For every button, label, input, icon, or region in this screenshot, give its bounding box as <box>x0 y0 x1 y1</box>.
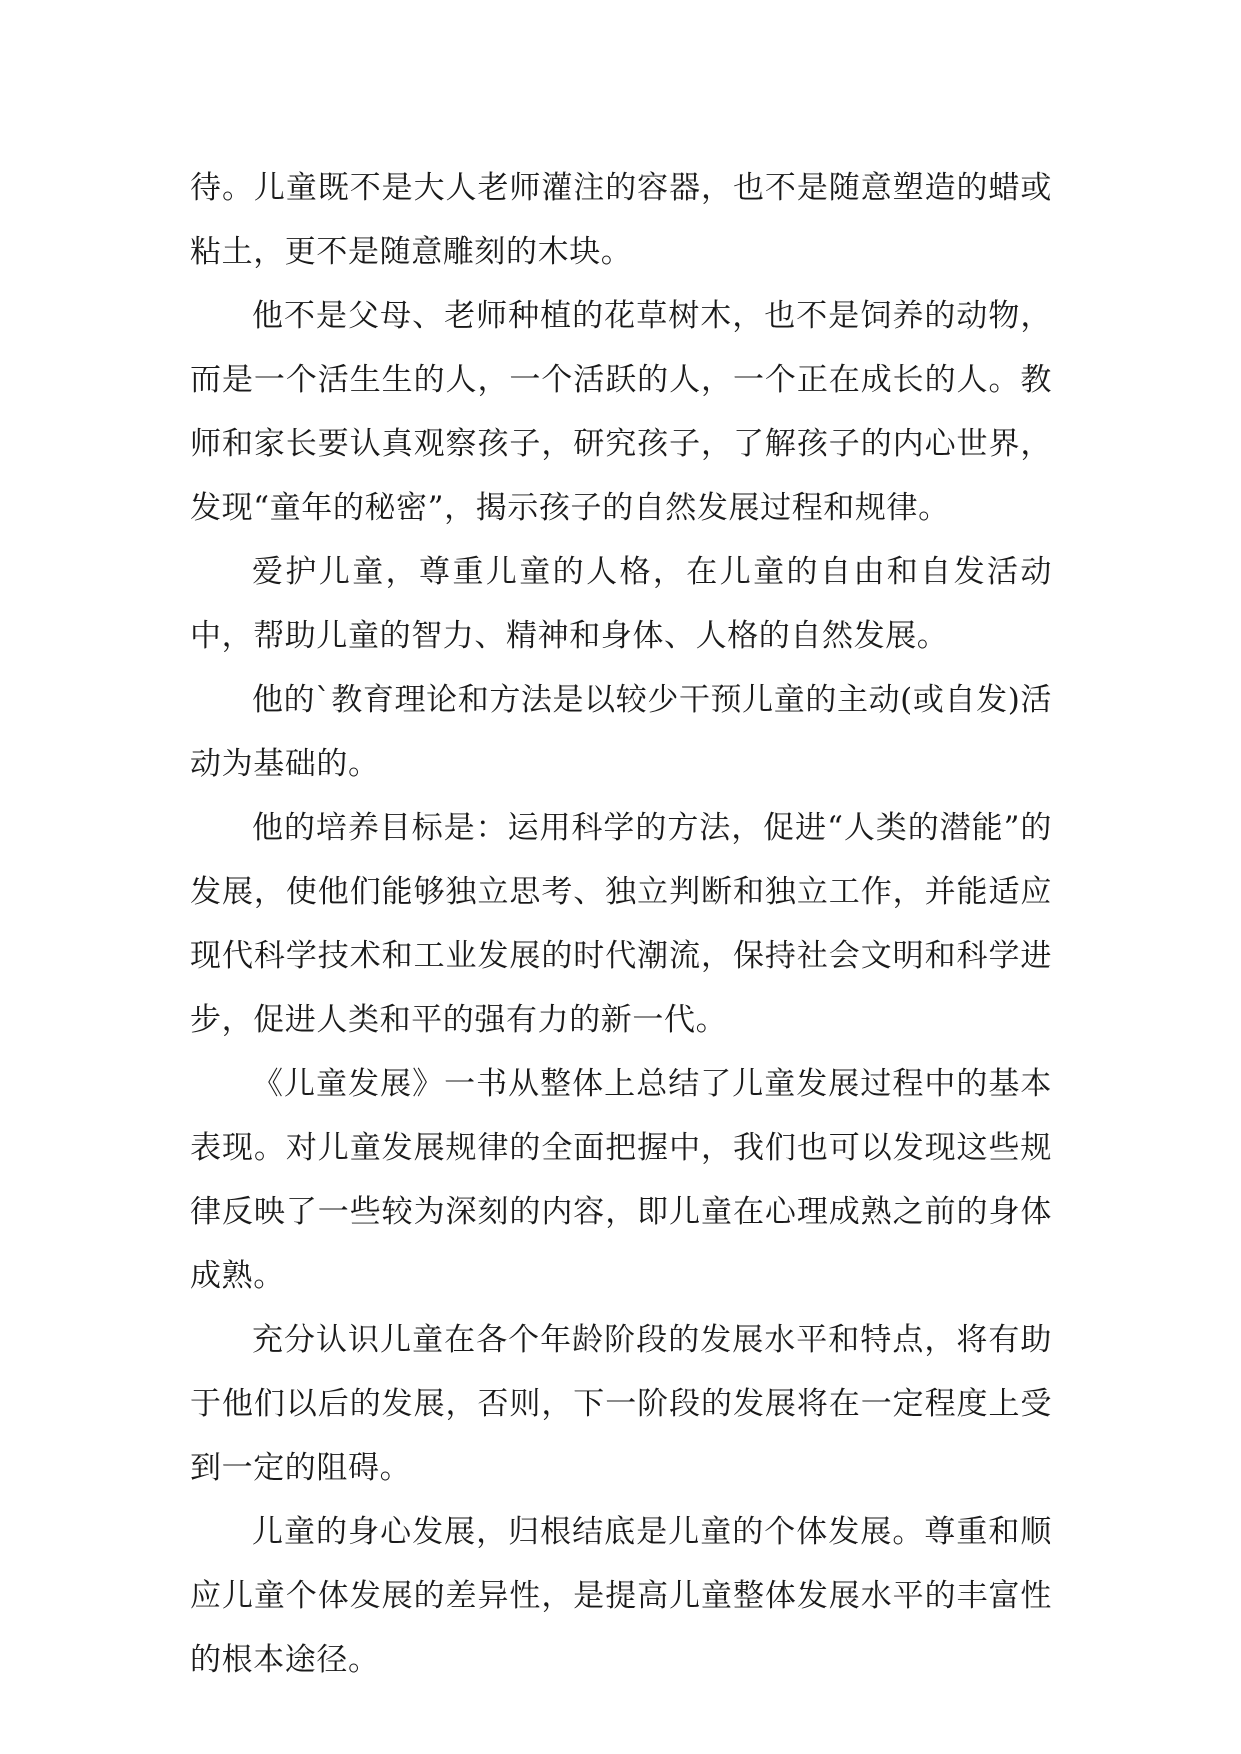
paragraph-5: 他的培养目标是：运用科学的方法，促进“人类的潜能”的发展，使他们能够独立思考、独立判断和独立工作，并能适应现代科学技术和工业发展的时代潮流，保持社会文明和科学进步，促进人类和平的强有力的新一代。 <box>190 810 1052 1038</box>
paragraph-8: 儿童的身心发展，归根结底是儿童的个体发展。尊重和顺应儿童个体发展的差异性，是提高儿童整体发展水平的丰富性的根本途径。 <box>190 1514 1052 1678</box>
paragraph-3: 爱护儿童，尊重儿童的人格，在儿童的自由和自发活动中，帮助儿童的智力、精神和身体、人格的自然发展。 <box>190 554 1052 654</box>
paragraph-2: 他不是父母、老师种植的花草树木，也不是饲养的动物，而是一个活生生的人，一个活跃的人，一个正在成长的人。教师和家长要认真观察孩子，研究孩子，了解孩子的内心世界，发现“童年的秘密”，揭示孩子的自然发展过程和规律。 <box>190 298 1052 526</box>
paragraph-4: 他的`教育理论和方法是以较少干预儿童的主动(或自发)活动为基础的。 <box>190 682 1052 782</box>
paragraph-1: 待。儿童既不是大人老师灌注的容器，也不是随意塑造的蜡或粘土，更不是随意雕刻的木块。 <box>190 170 1052 270</box>
paragraph-6: 《儿童发展》一书从整体上总结了儿童发展过程中的基本表现。对儿童发展规律的全面把握中，我们也可以发现这些规律反映了一些较为深刻的内容，即儿童在心理成熟之前的身体成熟。 <box>190 1066 1052 1294</box>
document-body <box>190 156 1052 1692</box>
paragraph-7: 充分认识儿童在各个年龄阶段的发展水平和特点，将有助于他们以后的发展，否则，下一阶段的发展将在一定程度上受到一定的阻碍。 <box>190 1322 1052 1486</box>
